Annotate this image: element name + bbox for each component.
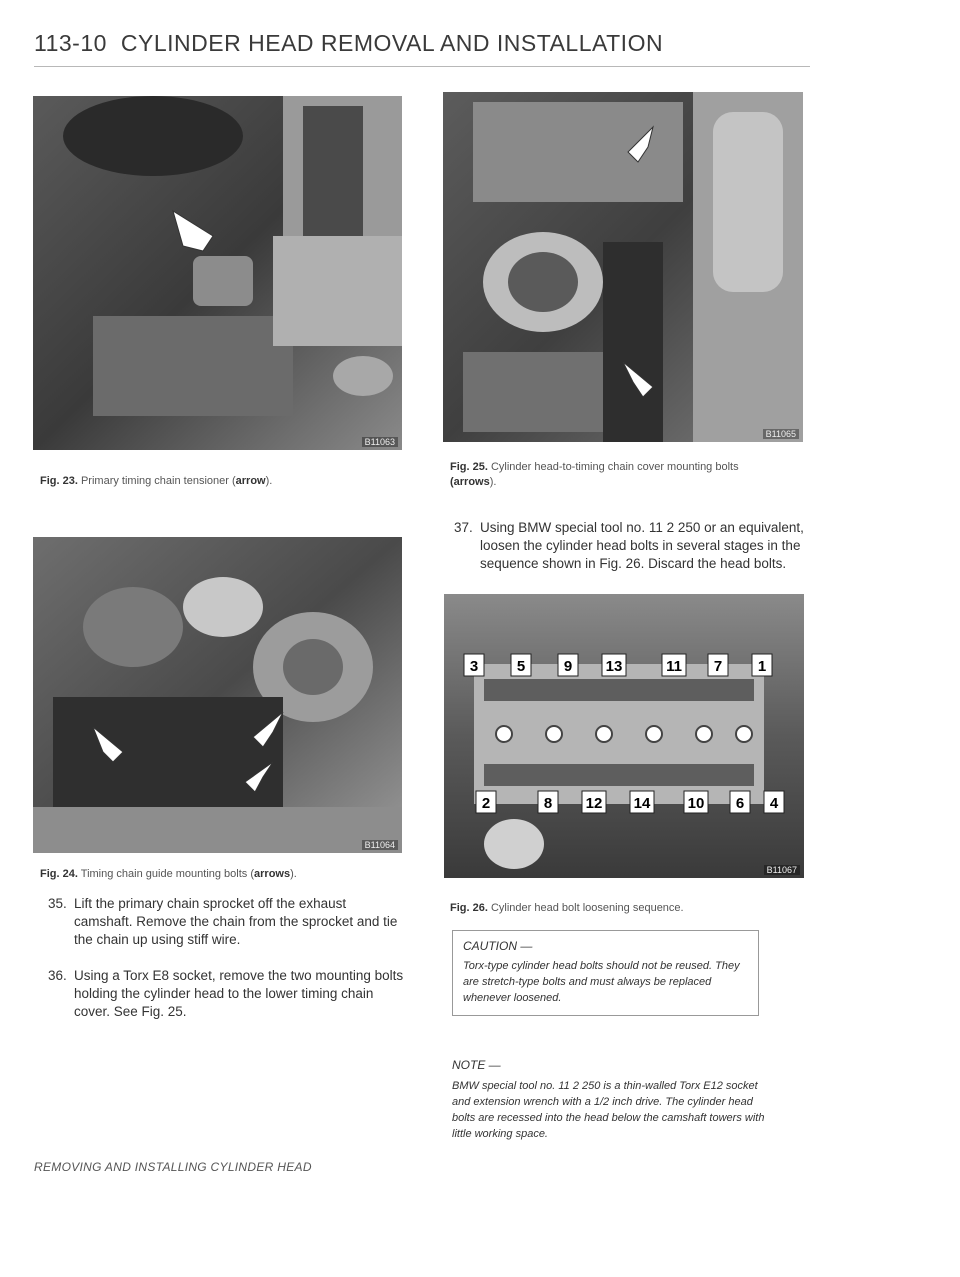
fig24-engine-image (33, 537, 402, 853)
fig26-code: B11067 (764, 865, 800, 875)
fig25-caption-text: Cylinder head-to-timing chain cover mounting bolts (490, 461, 739, 473)
caution-text: Torx-type cylinder head bolts should not be reused. They are stretch-type bolts and must always be replaced whenever loosened. (463, 960, 740, 1004)
step-35-number: 35. (48, 896, 67, 911)
step-36-text: Using a Torx E8 socket, remove the two mounting bolts holding the cylinder head to the lower timing chain cover. See Fig. 25. (74, 968, 404, 1019)
fig25-caption-bold: (arrows (450, 476, 490, 488)
fig23-caption-bold: arrow (235, 475, 266, 487)
fig25-caption-end: ). (489, 476, 497, 488)
fig23-caption-end: ). (265, 475, 273, 487)
note-title: NOTE — (452, 1058, 501, 1072)
caution-title: CAUTION — (463, 939, 533, 953)
step-35 (48, 895, 406, 949)
fig24-caption-end: ). (290, 868, 297, 880)
fig26-engine-image (444, 594, 804, 878)
fig25-label: Fig. 25. (450, 461, 488, 473)
bolt-number: 14 (633, 795, 651, 812)
fig23-caption-text: Primary timing chain tensioner ( (80, 475, 236, 487)
bolt-number: 11 (666, 658, 682, 675)
page-number: 113-10 (34, 30, 107, 56)
fig24-label: Fig. 24. (40, 868, 78, 880)
caution-box (452, 930, 759, 1016)
fig23-caption (40, 474, 410, 489)
bolt-number: 4 (769, 795, 779, 812)
fig24-caption (40, 867, 410, 882)
page-title: CYLINDER HEAD REMOVAL AND INSTALLATION (120, 30, 664, 56)
fig23-code: B11063 (362, 437, 398, 447)
fig26-caption (450, 901, 790, 916)
bolt-number: 13 (605, 658, 623, 675)
fig24-caption-bold: arrows (254, 868, 291, 880)
bolt-number: 7 (713, 658, 723, 675)
bolt-number: 5 (516, 658, 526, 675)
step-37 (454, 519, 812, 573)
fig24-caption-text: Timing chain guide mounting bolts ( (80, 868, 255, 880)
page-footer: REMOVING AND INSTALLING CYLINDER HEAD (34, 1160, 312, 1174)
bolt-number: 10 (687, 795, 705, 812)
note-text: BMW special tool no. 11 2 250 is a thin-walled Torx E12 socket and extension wrench with a 1/2 inch drive. The cylinder head bolts are recessed into the head below the camshaft towers with little working space. (452, 1080, 765, 1140)
bolt-number: 1 (757, 658, 767, 675)
bolt-number: 8 (543, 795, 553, 812)
fig26-caption-text: Cylinder head bolt loosening sequence. (490, 902, 684, 914)
fig25-code: B11065 (763, 429, 799, 439)
step-36 (48, 967, 406, 1021)
fig23-label: Fig. 23. (40, 475, 78, 487)
step-36-number: 36. (48, 968, 67, 983)
bolt-number: 2 (481, 795, 491, 812)
fig24-code: B11064 (362, 840, 398, 850)
step-37-text: Using BMW special tool no. 11 2 250 or an equivalent, loosen the cylinder head bolts in several stages in the sequence shown in Fig. 26. Discard the head bolts. (480, 520, 804, 571)
bolt-number: 9 (563, 658, 573, 675)
fig24-photo (33, 537, 402, 853)
fig25-engine-image (443, 92, 803, 442)
fig26-label: Fig. 26. (450, 902, 488, 914)
bolt-number: 3 (469, 658, 479, 675)
step-35-text: Lift the primary chain sprocket off the exhaust camshaft. Remove the chain from the sprocket and tie the chain up using stiff wire. (74, 896, 398, 947)
fig25-caption (450, 460, 790, 490)
fig25-photo (443, 92, 803, 442)
fig26-photo (444, 594, 804, 878)
page-header (34, 30, 663, 57)
fig23-engine-image (33, 96, 402, 450)
bolt-number: 12 (585, 795, 603, 812)
step-37-number: 37. (454, 520, 473, 535)
bolt-number: 6 (735, 795, 745, 812)
fig23-photo (33, 96, 402, 450)
header-rule (34, 66, 810, 67)
